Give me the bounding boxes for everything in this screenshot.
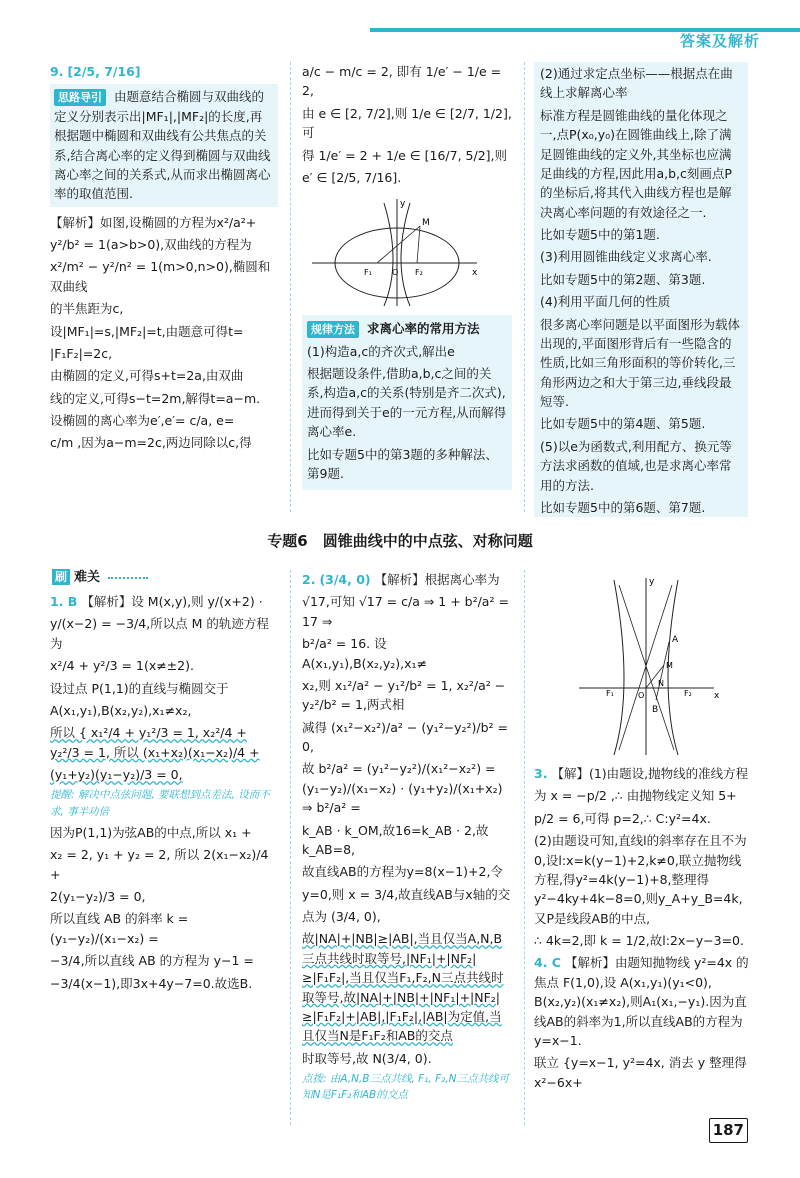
bottom-column-2: [302, 570, 514, 1125]
fig-label-b: B: [652, 705, 659, 715]
solution-line: A(x₁,y₁),B(x₂,y₂),x₁≠x₂,: [50, 702, 192, 718]
fig-label-x: x: [472, 268, 478, 279]
method-box: [302, 315, 512, 490]
fig-label-a: A: [672, 635, 679, 645]
solution-line: 设|MF₁|=s,|MF₂|=t,由题意可得t=: [50, 323, 244, 339]
fig-label-f1: F₁: [364, 268, 372, 278]
solution-line: c/m ,因为a−m=2c,两边同除以c,得: [50, 435, 252, 451]
column-divider: [290, 570, 291, 1125]
fig-label-m: M: [422, 218, 430, 229]
solution-line: 由 e ∈ [2, 7/2],则 1/e ∈ [2/7, 1/2],可: [302, 105, 512, 141]
method-line: (5)以e为函数式,利用配方、换元等方法求函数的值域,也是求离心率常用的方法.: [540, 438, 732, 493]
solution-line: x₂,则 x₁²/a² − y₁²/b² = 1, x₂²/a² − y₂²/b² = 1,两式相: [302, 677, 506, 713]
solution-line: |F₁F₂|=2c,: [50, 345, 113, 361]
bottom-column-3: [534, 570, 750, 1125]
solution-line: x²/m² − y²/n² = 1(m>0,n>0),椭圆和双曲线: [50, 259, 271, 294]
solution-line: 由椭圆的定义,可得s+t=2a,由双曲: [50, 368, 244, 384]
top-column-2: [302, 62, 512, 522]
question-4-answer: 4. C: [534, 955, 561, 971]
solution-line: −3/4,所以直线 AB 的方程为 y−1 =: [50, 953, 254, 969]
tip-note: 提醒: 解决中点弦问题, 要联想到点差法, 设而不求, 事半功倍: [50, 789, 270, 818]
ellipse-hyperbola-figure: [302, 191, 502, 311]
solution-line: b²/a² = 16. 设 A(x₁,y₁),B(x₂,y₂),x₁≠: [302, 636, 428, 671]
solution-line: 时取等号,故 N(3/4, 0).: [302, 1050, 432, 1066]
fig-label-f1: F₁: [606, 689, 614, 698]
solution-line: 联立 {y=x−1, y²=4x, 消去 y 整理得 x²−6x+: [534, 1055, 747, 1090]
guide-tag: 思路导引: [54, 89, 106, 106]
fig-label-f2: F₂: [415, 268, 423, 278]
solution-line: (2)由题设可知,直线l的斜率存在且不为0,设l:x=k(y−1)+2,k≠0,联立抛物线方程,得y²=4k(y−1)+8,整理得y²−4ky+4k−8=0,则y_A+y_B=4k,又P是线段AB的中点,: [534, 833, 747, 926]
solution-line: 2(y₁−y₂)/3 = 0,: [50, 889, 146, 905]
solution-line: 所以 { x₁²/4 + y₁²/3 = 1, x₂²/4 + y₂²/3 = 1, 所以 (x₁+x₂)(x₁−x₂)/4 +: [50, 725, 260, 760]
solution-line: 设椭圆的离心率为e′,e′= c/a, e=: [50, 413, 235, 428]
column-divider: [290, 62, 291, 512]
guide-text: 由题意结合椭圆与双曲线的定义分别表示出|MF₁|,|MF₂|的长度,再根据题中椭圆和双曲线有公共焦点的关系,结合离心率的定义得到椭圆与双曲线离心率之间的关系式,从而求出椭圆离心率的取值范围.: [54, 89, 271, 202]
solution-line: 点为 (3/4, 0),: [302, 909, 381, 924]
question-3-number: 3.: [534, 766, 548, 781]
solution-line: 故|NA|+|NB|≥|AB|,当且仅当A,N,B三点共线时取等号,|NF₁|+|NF₂|≥|F₁F₂|,当且仅当F₁,F₂,N三点共线时取等号,故|NA|+|NB|+|NF₁|+|NF₂|≥|F₁F₂|+|AB|,|F₁F₂|,|AB|为定值,当且仅当N是F₁F₂和AB的交点: [302, 931, 504, 1044]
fig-label-y: y: [400, 199, 406, 210]
method-line: (1)构造a,c的齐次式,解出e: [307, 343, 455, 359]
method-line: 比如专题5中的第6题、第7题.: [540, 499, 706, 515]
solution-line: p/2 = 6,可得 p=2,∴ C:y²=4x.: [534, 810, 711, 826]
fig-label-m: M: [666, 661, 673, 670]
method-line: 比如专题5中的第2题、第3题.: [540, 271, 706, 287]
method-line: (3)利用圆锥曲线定义求离心率.: [540, 249, 712, 265]
solution-line: √17,可知 √17 = c/a ⇒ 1 + b²/a² = 17 ⇒: [302, 594, 509, 629]
solution-line: 【解】(1)由题设,抛物线的准线方程: [551, 766, 749, 781]
top-column-1: [50, 62, 278, 522]
method-line: 标准方程是圆锥曲线的量化体现之一,点P(x₀,y₀)在圆锥曲线上,除了满足圆锥曲线的定义外,其坐标也应满足曲线的方程,因此用a,b,c刻画点P的坐标后,将其代入曲线方程也是解决离心率问题的有效途径之一.: [540, 107, 732, 220]
solution-line: 因为P(1,1)为弦AB的中点,所以 x₁ +: [50, 824, 252, 840]
solution-line: 得 1/e′ = 2 + 1/e ∈ [16/7, 5/2],则: [302, 147, 508, 163]
header-title: 答案及解析: [679, 32, 760, 50]
solution-line: ∴ 4k=2,即 k = 1/2,故l:2x−y−3=0.: [534, 933, 744, 948]
difficulty-tag-mark: 刷: [52, 569, 70, 585]
solution-line: 的半焦距为c,: [50, 301, 124, 317]
hyperbola-figure: [534, 570, 744, 760]
method-line: 比如专题5中的第3题的多种解法、第9题.: [307, 446, 498, 481]
tip-note: 点拨: 由A,N,B三点共线, F₁, F₂,N三点共线可知N是F₁F₂和AB的交点: [302, 1073, 510, 1102]
solution-line: y=0,则 x = 3/4,故直线AB与x轴的交: [302, 886, 511, 902]
method-line: (2)通过求定点坐标——根据点在曲线上求解离心率: [540, 66, 733, 101]
solution-line: x₂ = 2, y₁ + y₂ = 2, 所以 2(x₁−x₂)/4 +: [50, 847, 269, 882]
difficulty-tag-label: 难关: [74, 570, 101, 585]
method-line: (4)利用平面几何的性质: [540, 294, 671, 310]
question-2-answer: (3/4, 0): [319, 572, 371, 587]
method-line: 比如专题5中的第1题.: [540, 227, 660, 242]
guide-box: [50, 84, 278, 206]
fig-label-x: x: [714, 691, 720, 701]
section-title: 专题6 圆锥曲线中的中点弦、对称问题: [267, 532, 533, 550]
fig-label-o: O: [392, 268, 399, 278]
solution-line: 减得 (x₁²−x₂²)/a² − (y₁²−y₂²)/b² = 0,: [302, 719, 509, 754]
solution-line: 设过点 P(1,1)的直线与椭圆交于: [50, 680, 229, 696]
method-tag: 规律方法: [307, 321, 359, 338]
fig-label-n: N: [658, 679, 664, 688]
solution-line: e′ ∈ [2/5, 7/16].: [302, 169, 402, 185]
question-2-number: 2.: [302, 572, 316, 587]
solution-line: 所以直线 AB 的斜率 k = (y₁−y₂)/(x₁−x₂) =: [50, 911, 189, 946]
fig-label-o: O: [638, 691, 645, 700]
top-column-3: [534, 62, 748, 517]
question-9-answer: [2/5, 7/16]: [67, 64, 141, 79]
solution-line: y²/b² = 1(a>b>0),双曲线的方程为: [50, 237, 252, 252]
solution-line: k_AB · k_OM,故16=k_AB · 2,故k_AB=8,: [302, 822, 489, 857]
page-number: 187: [709, 1118, 748, 1143]
method-line: 根据题设条件,借助a,b,c之间的关系,构造a,c的关系(特别是齐二次式),进而得到关于e的一元方程,从而解得离心率e.: [307, 366, 507, 440]
solution-line: 为 x = −p/2 ,∴ 由抛物线定义知 5+: [534, 788, 737, 804]
solution-line: 故 b²/a² = (y₁²−y₂²)/(x₁²−x₂²) = (y₁−y₂)/(x₁−x₂) · (y₁+y₂)/(x₁+x₂) ⇒ b²/a² =: [302, 761, 503, 816]
page-header: [0, 0, 800, 58]
method-title: 求离心率的常用方法: [366, 321, 480, 337]
difficulty-tag-line: [108, 577, 148, 579]
solution-line: 【解析】根据离心率为: [374, 572, 500, 587]
solution-line: 故直线AB的方程为y=8(x−1)+2,令: [302, 864, 503, 880]
bottom-column-1: [50, 592, 278, 1137]
method-line: 比如专题5中的第4题、第5题.: [540, 416, 706, 432]
solution-line: y/(x−2) = −3/4,所以点 M 的轨迹方程为: [50, 616, 269, 651]
solution-line: x²/4 + y²/3 = 1(x≠±2).: [50, 658, 194, 674]
difficulty-tag: [52, 567, 148, 588]
fig-label-f2: F₂: [684, 689, 692, 698]
solution-line: −3/4(x−1),即3x+4y−7=0.故选B.: [50, 975, 253, 991]
question-1-answer: 1. B: [50, 594, 78, 609]
column-divider: [524, 62, 525, 512]
solution-line: a/c − m/c = 2, 即有 1/e′ − 1/e = 2,: [302, 64, 502, 99]
question-9-number: 9.: [50, 64, 64, 79]
solution-line: 【解析】如图,设椭圆的方程为x²/a²+: [50, 214, 257, 230]
method-line: 很多离心率问题是以平面图形为载体出现的,平面图形背后有一些隐含的性质,比如三角形面积的等价转化,三角形两边之和大于第三边,垂线段最短等.: [540, 316, 741, 409]
column-divider: [524, 570, 525, 1125]
solution-line: 【解析】由题知抛物线 y²=4x 的焦点 F(1,0),设 A(x₁,y₁)(y₁<0), B(x₂,y₂)(x₁≠x₂),则A₁(x₁,−y₁).因为直线AB的斜率为1,所以直线AB的方程为y=x−1.: [534, 955, 749, 1048]
fig-label-y: y: [649, 577, 655, 587]
solution-line: (y₁+y₂)(y₁−y₂)/3 = 0,: [50, 767, 183, 782]
solution-line: 【解析】设 M(x,y),则 y/(x+2) ·: [81, 594, 263, 609]
solution-line: 线的定义,可得s−t=2m,解得t=a−m.: [50, 390, 261, 406]
